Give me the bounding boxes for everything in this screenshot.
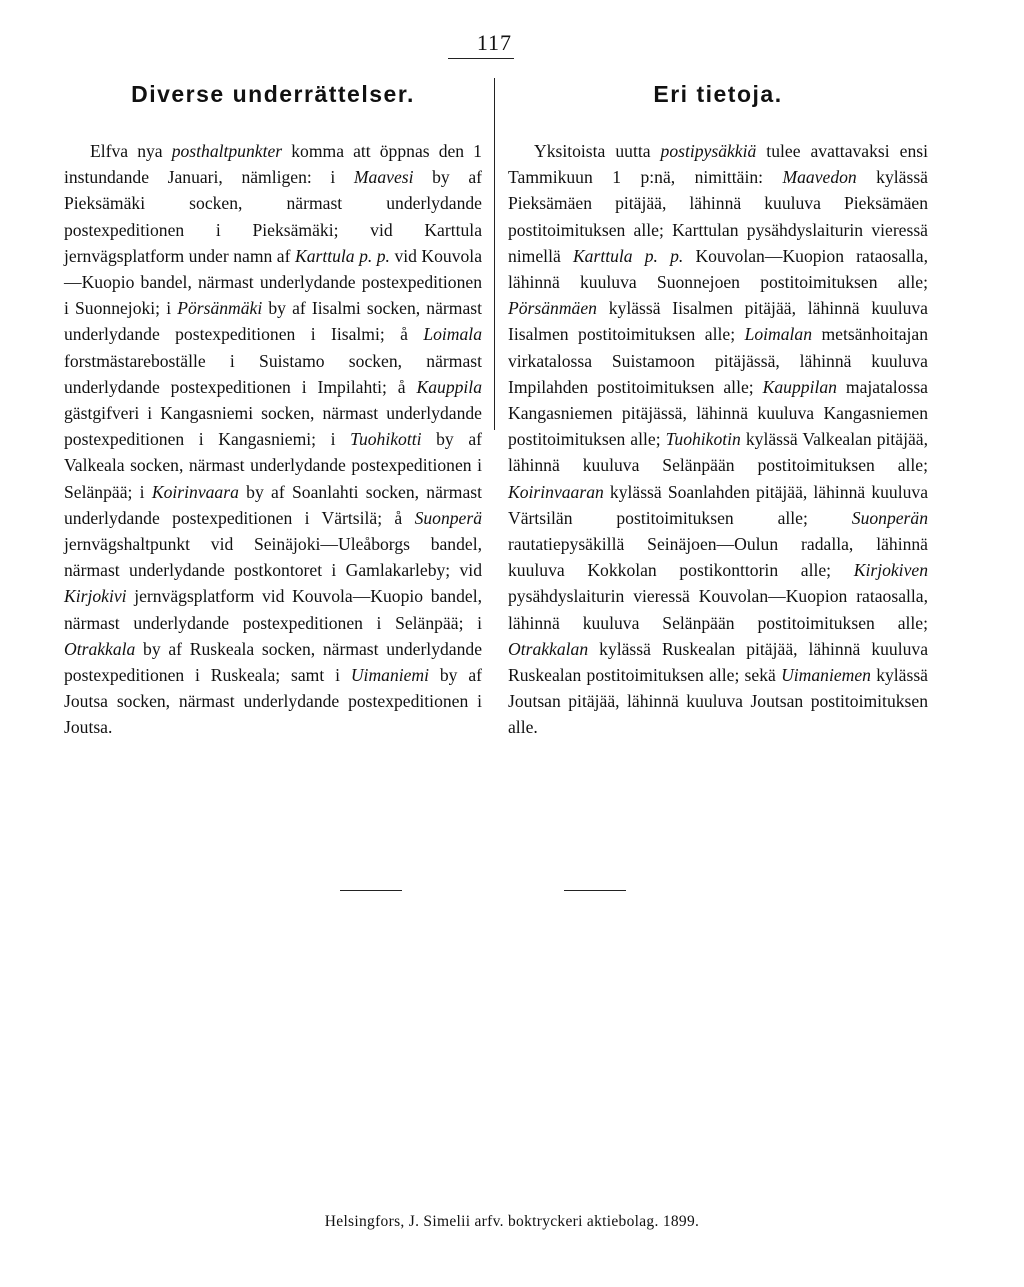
text-run: by af Ruskeala socken, närmast underlydande postexpeditionen i Ruskeala; samt i: [64, 638, 482, 686]
left-column: [64, 80, 482, 741]
text-run: jernvägsplatform vid Kouvola—Kuopio bandel, närmast underlydande postexpeditionen i Selänpää; i: [64, 586, 482, 633]
text-run: kylässä Iisalmen pitäjää, lähinnä kuuluva Iisalmen postitoimituksen alle;: [508, 298, 928, 345]
text-run: metsänhoitajan virkatalossa Suistamoon pitäjässä, lähinnä kuuluva Impilahden postitoimituksen alle;: [508, 324, 929, 397]
left-column-heading: Diverse underrättelser.: [131, 81, 415, 107]
italic-place-name: Koirinvaara: [151, 481, 239, 502]
text-run: Kouvolan—Kuopion rataosalla, lähinnä kuuluva Suonnejoen postitoimituksen alle;: [508, 245, 928, 293]
text-run: kylässä Joutsan pitäjää, lähinnä kuuluva Joutsan postitoimituksen alle.: [508, 665, 928, 738]
left-column-body: [64, 138, 482, 741]
text-run: by af Soanlahti socken, närmast underlydande postexpeditionen i Värtsilä; å: [64, 481, 482, 528]
separator-rule-right: [564, 890, 626, 891]
text-run: vid Kouvola—Kuopio bandel, närmast underlydande postexpeditionen i Suonnejoki; i: [64, 245, 482, 319]
italic-place-name: Otrakkala: [64, 638, 136, 659]
text-run: by af Iisalmi socken, närmast underlydande postexpeditionen i Iisalmi; å: [64, 298, 482, 345]
text-run: kylässä Pieksämäen pitäjää, lähinnä kuuluva Pieksämäen postitoimituksen alle; Karttulan pysähdyslaiturin vieressä nimellä: [508, 167, 928, 266]
italic-place-name: Tuohikotin: [665, 429, 741, 450]
text-run: jernvägshaltpunkt vid Seinäjoki—Uleåborgs bandel, närmast underlydande postkontoret i Gamlakarleby; vid: [64, 534, 482, 581]
italic-place-name: Maavedon: [782, 167, 857, 188]
italic-place-name: Uimaniemi: [350, 665, 430, 686]
italic-place-name: Karttula p. p.: [572, 245, 684, 266]
text-run: Elfva nya: [90, 141, 172, 161]
text-run: majatalossa Kangasniemen pitäjässä, lähinnä kuuluva Kangasniemen postitoimituksen alle;: [508, 376, 928, 450]
text-run: rautatiepysäkillä Seinäjoen—Oulun radalla, lähinnä kuuluva Kokkolan postikonttorin alle;: [508, 534, 928, 581]
right-column-body: [508, 138, 928, 741]
italic-place-name: Koirinvaaran: [508, 481, 604, 502]
italic-place-name: posthaltpunkter: [171, 141, 283, 161]
italic-place-name: Pörsänmäki: [177, 298, 263, 319]
text-run: komma att öppnas den 1 instundande Januari, nämligen: i: [64, 141, 482, 188]
page-number-rule: [448, 58, 514, 59]
italic-place-name: Karttula p. p.: [294, 245, 390, 266]
text-run: by af Joutsa socken, närmast underlydande postexpeditionen i Joutsa.: [64, 665, 482, 738]
italic-place-name: Suonperän: [851, 507, 928, 528]
italic-place-name: Loimala: [423, 324, 482, 345]
text-run: by af Pieksämäki socken, närmast underlydande postexpeditionen i Pieksämäki; vid Karttula jernvägsplatform under namn af: [64, 167, 482, 266]
text-run: gästgifveri i Kangasniemi socken, närmast underlydande postexpeditionen i Kangasniemi; i: [64, 403, 482, 450]
text-run: forstmästareboställe i Suistamo socken, närmast underlydande postexpeditionen i Impilahti; å: [64, 350, 482, 397]
text-run: tulee avattavaksi ensi Tammikuun 1 p:nä, nimittäin:: [508, 141, 928, 188]
separator-rule-left: [340, 890, 402, 891]
printer-imprint: Helsingfors, J. Simelii arfv. boktryckeri aktiebolag. 1899.: [324, 1213, 700, 1230]
italic-place-name: Pörsänmäen: [508, 298, 597, 319]
italic-place-name: Suonperä: [414, 507, 482, 528]
text-run: kylässä Ruskealan pitäjää, lähinnä kuuluva Ruskealan postitoimituksen alle; sekä: [508, 638, 928, 686]
italic-place-name: Kauppilan: [762, 376, 837, 397]
italic-place-name: postipysäkkiä: [660, 141, 757, 161]
text-run: kylässä Valkealan pitäjää, lähinnä kuuluva Selänpään postitoimituksen alle;: [508, 429, 928, 476]
italic-place-name: Maavesi: [353, 167, 414, 188]
italic-place-name: Kirjokivi: [64, 586, 127, 607]
text-run: Yksitoista uutta: [534, 141, 661, 161]
italic-place-name: Loimalan: [744, 324, 813, 345]
italic-place-name: Tuohikotti: [350, 429, 422, 450]
italic-place-name: Kauppila: [416, 376, 482, 397]
right-column-heading: Eri tietoja.: [653, 81, 783, 107]
italic-place-name: Otrakkalan: [508, 638, 589, 659]
page-number: 117: [476, 30, 512, 55]
text-run: kylässä Soanlahden pitäjää, lähinnä kuuluva Värtsilän postitoimituksen alle;: [508, 481, 928, 528]
text-run: by af Valkeala socken, närmast underlydande postexpeditionen i Selänpää; i: [64, 429, 482, 502]
italic-place-name: Kirjokiven: [853, 560, 928, 581]
column-divider: [494, 78, 495, 430]
right-column: [508, 80, 928, 741]
italic-place-name: Uimaniemen: [781, 665, 871, 686]
text-run: pysähdyslaiturin vieressä Kouvolan—Kuopion rataosalla, lähinnä kuuluva Selänpään postitoimituksen alle;: [508, 586, 928, 633]
